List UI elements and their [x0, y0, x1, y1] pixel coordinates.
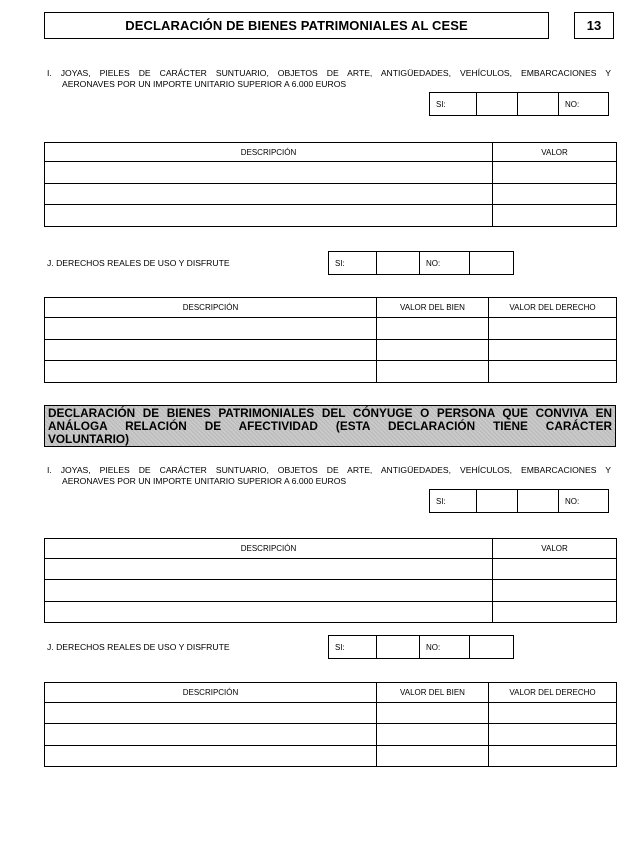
col-value-header: VALOR: [493, 143, 617, 162]
table-row: [45, 340, 617, 361]
table-row: [45, 184, 617, 205]
description-cell[interactable]: [45, 205, 493, 227]
description-cell[interactable]: [45, 703, 377, 724]
banner-line1: DECLARACIÓN DE BIENES PATRIMONIALES DEL CÓNYUGE O PERSONA QUE CONVIVA EN: [48, 406, 612, 420]
description-cell[interactable]: [45, 361, 377, 383]
spouse-section-i-no-label: NO:: [558, 490, 608, 512]
page-number: 13: [574, 12, 614, 39]
table-row: [45, 361, 617, 383]
right-value-cell[interactable]: [489, 340, 617, 361]
description-cell[interactable]: [45, 340, 377, 361]
table-header-row: [45, 298, 617, 318]
section-j-heading: J. DERECHOS REALES DE USO Y DISFRUTE: [47, 258, 230, 268]
value-cell[interactable]: [493, 162, 617, 184]
col-value-header: VALOR: [493, 539, 617, 559]
section-i-no-label: NO:: [558, 93, 608, 115]
spouse-section-j-yes-no-box: [328, 635, 514, 659]
description-cell[interactable]: [45, 602, 493, 623]
table-header-row: [45, 539, 617, 559]
section-i-blank-cell[interactable]: [517, 93, 558, 115]
value-cell[interactable]: [493, 602, 617, 623]
spouse-section-j-no-label: NO:: [419, 636, 469, 658]
page-title: DECLARACIÓN DE BIENES PATRIMONIALES AL CESE: [44, 12, 549, 39]
table-row: [45, 205, 617, 227]
spouse-section-i-heading-line2: AERONAVES POR UN IMPORTE UNITARIO SUPERIOR A 6.000 EUROS: [62, 476, 347, 486]
description-cell[interactable]: [45, 162, 493, 184]
description-cell[interactable]: [45, 318, 377, 340]
table-header-row: [45, 143, 617, 162]
section-j-yes-no-box: [328, 251, 514, 275]
asset-value-cell[interactable]: [377, 318, 489, 340]
table-row: [45, 602, 617, 623]
section-i-yes-checkbox[interactable]: [476, 93, 517, 115]
col-description-header: DESCRIPCIÓN: [45, 683, 377, 703]
spouse-section-j-no-checkbox[interactable]: [469, 636, 513, 658]
section-i-heading: [47, 68, 611, 90]
description-cell[interactable]: [45, 559, 493, 580]
col-asset-value-header: VALOR DEL BIEN: [377, 298, 489, 318]
col-description-header: DESCRIPCIÓN: [45, 298, 377, 318]
spouse-section-i-heading-line1: I. JOYAS, PIELES DE CARÁCTER SUNTUARIO, OBJETOS DE ARTE, ANTIGÜEDADES, VEHÍCULOS, EMBARCACIONES Y: [47, 465, 611, 475]
table-row: [45, 580, 617, 602]
asset-value-cell[interactable]: [377, 724, 489, 746]
section-i-heading-line1: I. JOYAS, PIELES DE CARÁCTER SUNTUARIO, OBJETOS DE ARTE, ANTIGÜEDADES, VEHÍCULOS, EMBARCACIONES Y: [47, 68, 611, 78]
value-cell[interactable]: [493, 184, 617, 205]
asset-value-cell[interactable]: [377, 746, 489, 767]
banner-line3: VOLUNTARIO): [48, 432, 130, 446]
section-j-no-label: NO:: [419, 252, 469, 274]
spouse-section-j-table: [44, 682, 617, 767]
description-cell[interactable]: [45, 746, 377, 767]
asset-value-cell[interactable]: [377, 340, 489, 361]
spouse-section-j-yes-checkbox[interactable]: [376, 636, 419, 658]
value-cell[interactable]: [493, 205, 617, 227]
section-i-heading-line2: AERONAVES POR UN IMPORTE UNITARIO SUPERIOR A 6.000 EUROS: [62, 79, 347, 89]
table-row: [45, 318, 617, 340]
spouse-declaration-banner: [44, 405, 616, 447]
table-row: [45, 724, 617, 746]
col-description-header: DESCRIPCIÓN: [45, 539, 493, 559]
right-value-cell[interactable]: [489, 703, 617, 724]
spouse-section-i-yes-checkbox[interactable]: [476, 490, 517, 512]
asset-value-cell[interactable]: [377, 703, 489, 724]
description-cell[interactable]: [45, 724, 377, 746]
section-i-table: [44, 142, 617, 227]
table-row: [45, 559, 617, 580]
section-j-yes-label: SI:: [335, 258, 345, 268]
value-cell[interactable]: [493, 580, 617, 602]
table-row: [45, 746, 617, 767]
spouse-section-j-heading: J. DERECHOS REALES DE USO Y DISFRUTE: [47, 642, 230, 652]
spouse-section-i-yes-label: SI:: [436, 496, 446, 506]
spouse-section-i-table: [44, 538, 617, 623]
table-row: [45, 162, 617, 184]
asset-value-cell[interactable]: [377, 361, 489, 383]
spouse-section-i-blank-cell[interactable]: [517, 490, 558, 512]
table-header-row: [45, 683, 617, 703]
section-j-no-checkbox[interactable]: [469, 252, 513, 274]
value-cell[interactable]: [493, 559, 617, 580]
description-cell[interactable]: [45, 580, 493, 602]
right-value-cell[interactable]: [489, 746, 617, 767]
spouse-section-i-heading: [47, 465, 611, 487]
col-asset-value-header: VALOR DEL BIEN: [377, 683, 489, 703]
right-value-cell[interactable]: [489, 361, 617, 383]
right-value-cell[interactable]: [489, 724, 617, 746]
col-description-header: DESCRIPCIÓN: [45, 143, 493, 162]
spouse-section-i-yes-no-box: [429, 489, 609, 513]
right-value-cell[interactable]: [489, 318, 617, 340]
col-right-value-header: VALOR DEL DERECHO: [489, 683, 617, 703]
description-cell[interactable]: [45, 184, 493, 205]
section-i-yes-label: SI:: [436, 99, 446, 109]
banner-line2: ANÁLOGA RELACIÓN DE AFECTIVIDAD (ESTA DECLARACIÓN TIENE CARÁCTER: [48, 419, 612, 433]
col-right-value-header: VALOR DEL DERECHO: [489, 298, 617, 318]
section-i-yes-no-box: [429, 92, 609, 116]
section-j-yes-checkbox[interactable]: [376, 252, 419, 274]
spouse-section-j-yes-label: SI:: [335, 642, 345, 652]
table-row: [45, 703, 617, 724]
section-j-table: [44, 297, 617, 383]
